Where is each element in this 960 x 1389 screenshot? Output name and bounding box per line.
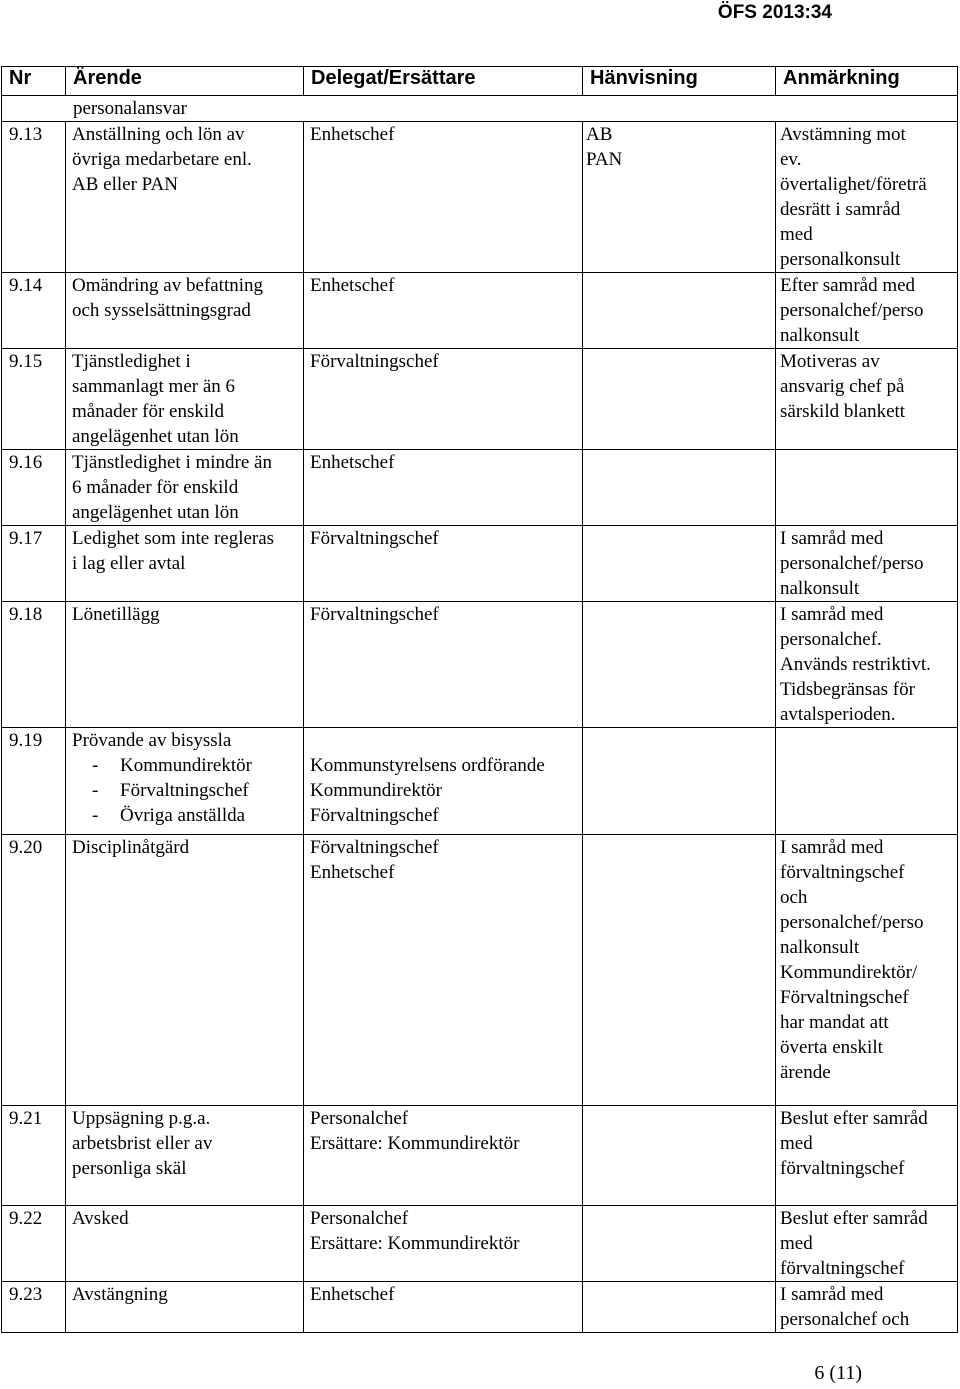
row-number-cell — [2, 273, 66, 349]
anmarkning-cell — [776, 1106, 958, 1206]
arende-line: angelägenhet utan lön — [72, 426, 239, 447]
hanvisning-cell — [583, 1106, 776, 1206]
arende-line: Lönetillägg — [72, 604, 160, 625]
anmarkning-line: särskild blankett — [780, 401, 906, 422]
anmarkning-line: övertalighet/företrä — [780, 174, 927, 195]
dash-bullet: - — [92, 755, 99, 776]
hanvisning-cell — [583, 526, 776, 602]
anmarkning-line: Beslut efter samråd — [780, 1208, 928, 1229]
anmarkning-line: personalchef och — [780, 1309, 910, 1330]
anmarkning-cell — [776, 450, 958, 526]
anmarkning-line: ansvarig chef på — [780, 376, 905, 397]
anmarkning-line: förvaltningschef — [780, 1258, 905, 1279]
row-number: 9.22 — [9, 1208, 43, 1229]
anmarkning-cell — [776, 1206, 958, 1282]
hanvisning-cell — [583, 1206, 776, 1282]
row-number: 9.23 — [9, 1284, 43, 1305]
table-row — [2, 349, 958, 450]
delegat-line: Enhetschef — [310, 452, 395, 473]
hanvisning-cell — [583, 835, 776, 1106]
delegat-line: Förvaltningschef — [310, 837, 439, 858]
anmarkning-line: avtalsperioden. — [780, 704, 896, 725]
arende-item — [72, 753, 303, 778]
delegat-line: Förvaltningschef — [310, 805, 439, 826]
arende-cell — [66, 273, 304, 349]
delegat-line: Ersättare: Kommundirektör — [310, 1133, 520, 1154]
delegat-cell — [304, 1106, 583, 1206]
row-number-cell — [2, 728, 66, 835]
anmarkning-line: personalchef/perso — [780, 300, 924, 321]
continuation-text: personalansvar — [2, 96, 958, 122]
row-number: 9.19 — [9, 730, 43, 751]
table-row — [2, 1282, 958, 1333]
delegat-line: Förvaltningschef — [310, 351, 439, 372]
arende-line: Tjänstledighet i mindre än — [72, 452, 272, 473]
arende-cell — [66, 526, 304, 602]
arende-cell — [66, 349, 304, 450]
arende-line: Uppsägning p.g.a. — [72, 1108, 211, 1129]
arende-item — [72, 803, 303, 828]
delegat-line: Enhetschef — [310, 1284, 395, 1305]
hanvisning-line: PAN — [586, 149, 623, 170]
anmarkning-line: förvaltningschef — [780, 862, 905, 883]
anmarkning-line: med — [780, 224, 813, 245]
column-header-anmarkning: Anmärkning — [776, 67, 958, 96]
arende-line: övriga medarbetare enl. — [72, 149, 252, 170]
column-header-nr: Nr — [2, 67, 66, 96]
anmarkning-cell — [776, 349, 958, 450]
column-header-hanvisning: Hänvisning — [583, 67, 776, 96]
arende-item-text: Kommundirektör — [120, 755, 252, 776]
anmarkning-line: I samråd med — [780, 1284, 884, 1305]
table-row — [2, 728, 958, 835]
table-row — [2, 450, 958, 526]
dash-bullet: - — [92, 805, 99, 826]
anmarkning-cell — [776, 1282, 958, 1333]
anmarkning-line: har mandat att — [780, 1012, 889, 1033]
delegat-cell — [304, 835, 583, 1106]
page-number: 6 (11) — [814, 1362, 862, 1384]
row-number-cell — [2, 1106, 66, 1206]
anmarkning-line: och — [780, 887, 808, 908]
arende-cell — [66, 450, 304, 526]
arende-line: månader för enskild — [72, 401, 224, 422]
row-number: 9.17 — [9, 528, 43, 549]
hanvisning-cell — [583, 728, 776, 835]
anmarkning-line: förvaltningschef — [780, 1158, 905, 1179]
arende-line: arbetsbrist eller av — [72, 1133, 213, 1154]
delegat-line: Personalchef — [310, 1208, 409, 1229]
row-number: 9.18 — [9, 604, 43, 625]
delegat-line: Enhetschef — [310, 862, 395, 883]
arende-cell — [66, 728, 304, 835]
delegat-cell — [304, 1282, 583, 1333]
anmarkning-line: Efter samråd med — [780, 275, 916, 296]
table-row — [2, 1206, 958, 1282]
arende-cell — [66, 1206, 304, 1282]
arende-cell — [66, 122, 304, 273]
row-number: 9.20 — [9, 837, 43, 858]
hanvisning-cell — [583, 450, 776, 526]
arende-line: i lag eller avtal — [72, 553, 186, 574]
delegat-line: Kommunstyrelsens ordförande — [310, 755, 545, 776]
anmarkning-line: med — [780, 1133, 813, 1154]
arende-cell — [66, 1106, 304, 1206]
arende-item-text: Förvaltningschef — [120, 780, 249, 801]
hanvisning-cell — [583, 122, 776, 273]
delegation-table — [1, 66, 958, 1333]
delegat-cell — [304, 349, 583, 450]
arende-cell — [66, 602, 304, 728]
table-row — [2, 526, 958, 602]
anmarkning-line: Beslut efter samråd — [780, 1108, 928, 1129]
anmarkning-line: Förvaltningschef — [780, 987, 909, 1008]
row-number-cell — [2, 450, 66, 526]
arende-line: Ledighet som inte regleras — [72, 528, 275, 549]
arende-line: Omändring av befattning — [72, 275, 264, 296]
delegat-cell — [304, 526, 583, 602]
hanvisning-cell — [583, 1282, 776, 1333]
delegat-line: Personalchef — [310, 1108, 409, 1129]
column-header-arende: Ärende — [66, 67, 304, 96]
row-number: 9.15 — [9, 351, 43, 372]
anmarkning-cell — [776, 526, 958, 602]
anmarkning-line: ev. — [780, 149, 802, 170]
delegat-cell — [304, 728, 583, 835]
delegat-cell — [304, 602, 583, 728]
anmarkning-line: desrätt i samråd — [780, 199, 901, 220]
anmarkning-line: Avstämning mot — [780, 124, 906, 145]
arende-line: personliga skäl — [72, 1158, 187, 1179]
table-body — [2, 96, 958, 1333]
arende-line: Tjänstledighet i — [72, 351, 191, 372]
anmarkning-line: personalkonsult — [780, 249, 901, 270]
arende-line: sammanlagt mer än 6 — [72, 376, 236, 397]
hanvisning-cell — [583, 349, 776, 450]
arende-line: Disciplinåtgärd — [72, 837, 190, 858]
row-number-cell — [2, 349, 66, 450]
anmarkning-cell — [776, 728, 958, 835]
delegat-line: Kommundirektör — [310, 780, 442, 801]
anmarkning-line: nalkonsult — [780, 325, 860, 346]
continuation-row — [2, 96, 958, 122]
anmarkning-cell — [776, 835, 958, 1106]
anmarkning-line: nalkonsult — [780, 578, 860, 599]
delegat-line: Ersättare: Kommundirektör — [310, 1233, 520, 1254]
anmarkning-line: I samråd med — [780, 604, 884, 625]
table-row — [2, 602, 958, 728]
anmarkning-line: Kommundirektör/ — [780, 962, 918, 983]
arende-cell — [66, 835, 304, 1106]
arende-line: Prövande av bisyssla — [72, 730, 232, 751]
table-row — [2, 835, 958, 1106]
delegat-cell — [304, 122, 583, 273]
arende-line: angelägenhet utan lön — [72, 502, 239, 523]
arende-line: Anställning och lön av — [72, 124, 245, 145]
row-number-cell — [2, 1206, 66, 1282]
delegat-cell — [304, 450, 583, 526]
row-number-cell — [2, 122, 66, 273]
hanvisning-cell — [583, 273, 776, 349]
anmarkning-cell — [776, 122, 958, 273]
anmarkning-line: ärende — [780, 1062, 831, 1083]
row-number: 9.21 — [9, 1108, 43, 1129]
row-number: 9.16 — [9, 452, 43, 473]
anmarkning-line: personalchef/perso — [780, 553, 924, 574]
arende-line: och sysselsättningsgrad — [72, 300, 251, 321]
anmarkning-line: Motiveras av — [780, 351, 880, 372]
anmarkning-line: med — [780, 1233, 813, 1254]
delegat-cell — [304, 273, 583, 349]
dash-bullet: - — [92, 780, 99, 801]
table-row — [2, 1106, 958, 1206]
anmarkning-line: överta enskilt — [780, 1037, 883, 1058]
row-number-cell — [2, 526, 66, 602]
table-row — [2, 273, 958, 349]
table-row — [2, 122, 958, 273]
anmarkning-cell — [776, 602, 958, 728]
row-number: 9.13 — [9, 124, 43, 145]
hanvisning-line: AB — [586, 124, 613, 145]
delegat-line: Enhetschef — [310, 275, 395, 296]
column-header-delegat: Delegat/Ersättare — [304, 67, 583, 96]
anmarkning-line: personalchef/perso — [780, 912, 924, 933]
delegat-line: Förvaltningschef — [310, 528, 439, 549]
arende-item-text: Övriga anställda — [120, 805, 246, 826]
anmarkning-line: I samråd med — [780, 837, 884, 858]
arende-item — [72, 778, 303, 803]
delegat-line: Förvaltningschef — [310, 604, 439, 625]
anmarkning-line: Tidsbegränsas för — [780, 679, 915, 700]
document-id: ÖFS 2013:34 — [717, 2, 832, 23]
row-number: 9.14 — [9, 275, 43, 296]
arende-line: AB eller PAN — [72, 174, 178, 195]
anmarkning-line: personalchef. — [780, 629, 882, 650]
delegat-line: Enhetschef — [310, 124, 395, 145]
row-number-cell — [2, 835, 66, 1106]
anmarkning-line: Används restriktivt. — [780, 654, 931, 675]
anmarkning-line: nalkonsult — [780, 937, 860, 958]
row-number-cell — [2, 1282, 66, 1333]
arende-line: 6 månader för enskild — [72, 477, 239, 498]
arende-line: Avsked — [72, 1208, 129, 1229]
hanvisning-cell — [583, 602, 776, 728]
table-header-row — [2, 67, 958, 96]
delegat-cell — [304, 1206, 583, 1282]
arende-line: Avstängning — [72, 1284, 168, 1305]
anmarkning-cell — [776, 273, 958, 349]
anmarkning-line: I samråd med — [780, 528, 884, 549]
row-number-cell — [2, 602, 66, 728]
arende-cell — [66, 1282, 304, 1333]
